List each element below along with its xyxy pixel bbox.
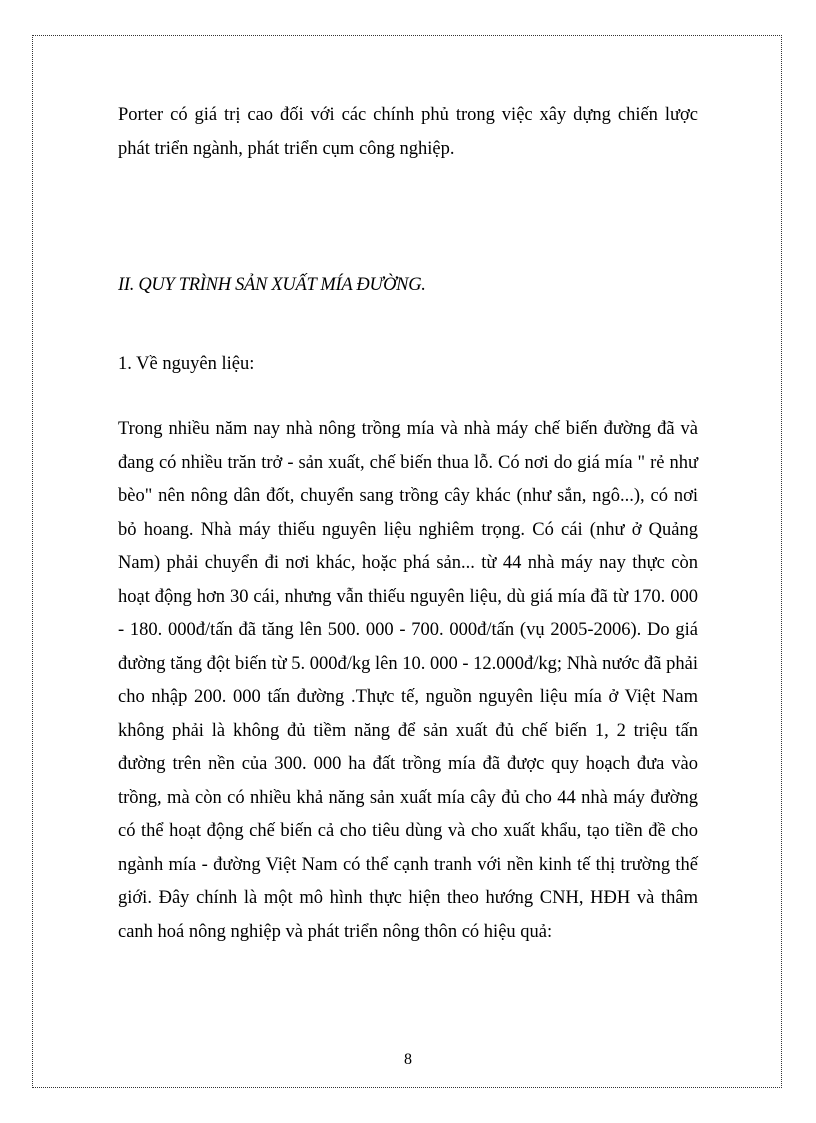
body-paragraph: Trong nhiều năm nay nhà nông trồng mía và nhà máy chế biến đường đã và đang có nhiều trăn trở - sản xuất, chế biến thua lỗ. Có nơi do giá mía " rẻ như bèo" nên nông dân đốt, chuyển sang trồng cây khác (như sắn, ngô...), có nơi bỏ hoang. Nhà máy thiếu nguyên liệu nghiêm trọng. Có cái (như ở Quảng Nam) phải chuyển đi nơi khác, hoặc phá sản... từ 44 nhà máy nay thực còn hoạt động hơn 30 cái, nhưng vẫn thiếu nguyên liệu, dù giá mía đã từ 170. 000 - 180. 000đ/tấn đã tăng lên 500. 000 - 700. 000đ/tấn (vụ 2005-2006). Do giá đường tăng đột biến từ 5. 000đ/kg lên 10. 000 - 12.000đ/kg; Nhà nước đã phải cho nhập 200. 000 tấn đường .Thực tế, nguồn nguyên liệu mía ở Việt Nam không phải là không đủ tiềm năng để sản xuất đủ chế biến 1, 2 triệu tấn đường trên nền của 300. 000 ha đất trồng mía đã được quy hoạch đưa vào trồng, mà còn có nhiều khả năng sản xuất mía cây đủ cho 44 nhà máy đường có thể hoạt động chế biến cả cho tiêu dùng và cho xuất khẩu, tạo tiền đề cho ngành mía - đường Việt Nam có thể cạnh tranh với nền kinh tế thị trường thế giới. Đây chính là một mô hình thực hiện theo hướng CNH, HĐH và thâm canh hoá nông nghiệp và phát triển nông thôn có hiệu quả:	[118, 419, 698, 942]
document-body	[118, 99, 698, 942]
page-number: 8	[404, 1051, 412, 1068]
section-heading: II. QUY TRÌNH SẢN XUẤT MÍA ĐƯỜNG.	[118, 275, 426, 295]
subsection-heading: 1. Về nguyên liệu:	[118, 354, 255, 374]
intro-paragraph: Porter có giá trị cao đối với các chính phủ trong việc xây dựng chiến lược phát triển ngành, phát triển cụm công nghiệp.	[118, 105, 698, 159]
